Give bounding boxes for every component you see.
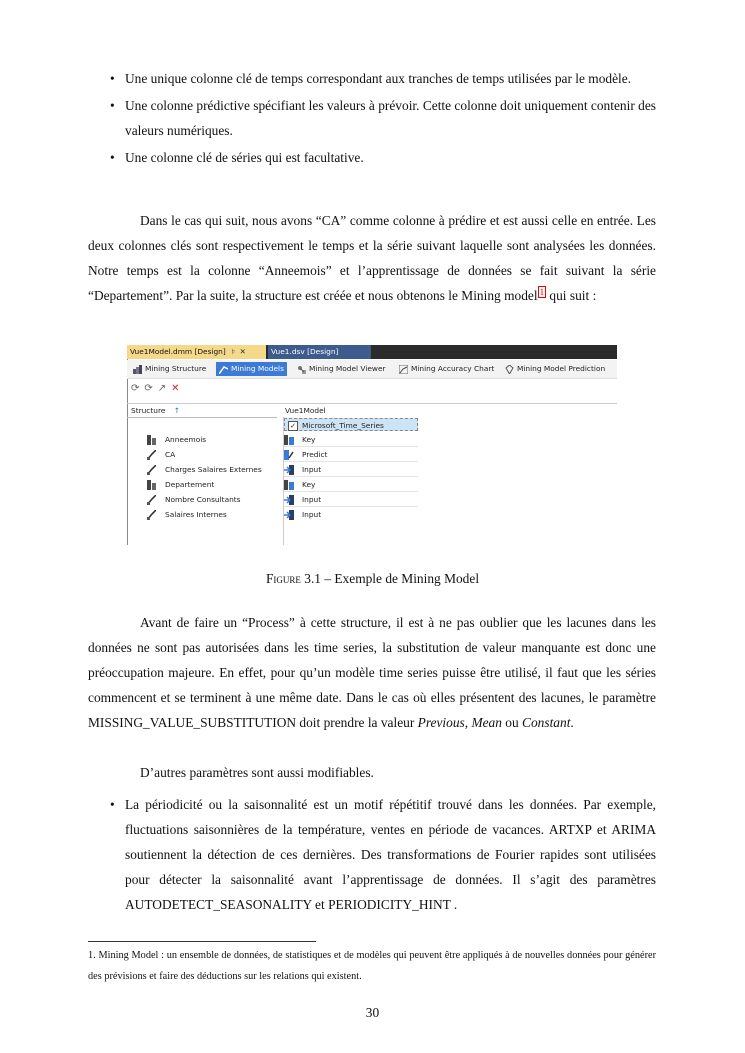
mining-structure-icon xyxy=(133,365,142,374)
prediction-gem-icon xyxy=(505,365,514,374)
structure-row[interactable]: Salaires Internes Input xyxy=(127,508,427,522)
accuracy-chart-icon xyxy=(399,365,408,374)
tab-vue1model-design[interactable]: Vue1Model.dmm [Design] ⊧ ✕ xyxy=(127,345,266,359)
close-icon[interactable]: ✕ xyxy=(239,347,246,356)
predict-usage-icon xyxy=(284,450,294,460)
figure-caption: Figure 3.1 – Exemple de Mining Model xyxy=(265,571,480,586)
model-column-header[interactable]: Vue1Model xyxy=(285,406,326,415)
structure-column-header[interactable]: Structure ↑ xyxy=(131,406,180,415)
predict-column-icon xyxy=(147,450,156,460)
structure-row[interactable]: Charges Salaires Externes Input xyxy=(127,463,427,477)
bullet-item-predict: • Une colonne prédictive spécifiant les valeurs à prévoir. Cette colonne doit uniquement contenir des valeurs numériques. xyxy=(110,93,656,143)
bullet-item-time-key: • Une unique colonne clé de temps correspondant aux tranches de temps utilisées par le modèle. xyxy=(110,66,656,91)
paragraph-missing-values: Avant de faire un “Process” à cette structure, il est à ne pas oublier que les lacunes dans les données ne sont pas autorisées dans les time series, la substitution de valeur manquante est donc une préoccupation majeure. En effet, pour qu’un modèle time series puisse être utilisé, il faut que les séries commencent et se terminent à une même date. Dans le cas où elles présentent des lacunes, le paramètre MISSING_VALUE_SUBSTITUTION doit prendre la valeur Previous, Mean ou Constant. xyxy=(88,615,656,730)
refresh-icon[interactable]: ⟳ xyxy=(131,383,140,394)
page-number: 30 xyxy=(365,1005,380,1020)
process-icon[interactable]: ⟳ xyxy=(144,383,153,394)
structure-row[interactable]: Departement Key xyxy=(127,478,427,492)
bullet-dot: • xyxy=(110,98,115,113)
key-column-icon xyxy=(147,480,156,490)
mining-structure-tab[interactable]: Mining Structure xyxy=(133,362,206,376)
model-checkbox[interactable]: ✓ xyxy=(288,421,298,431)
document-tab-bar xyxy=(127,345,617,359)
bullet-item-series-key: • Une colonne clé de séries qui est facultative. xyxy=(110,145,656,170)
input-column-icon xyxy=(147,465,156,475)
structure-row[interactable]: Nombre Consultants Input xyxy=(127,493,427,507)
model-action-icons xyxy=(131,383,185,395)
designer-toolbar xyxy=(127,360,617,379)
delete-icon[interactable]: ✕ xyxy=(171,383,180,394)
structure-row[interactable]: Anneemois Key xyxy=(127,433,427,447)
footnote-link[interactable]: 1 xyxy=(539,286,545,297)
input-column-icon xyxy=(147,510,156,520)
new-model-icon[interactable]: ↗ xyxy=(157,383,167,394)
key-usage-icon xyxy=(284,435,294,445)
structure-row[interactable]: CA Predict xyxy=(127,448,427,462)
bullet-dot: • xyxy=(110,150,115,165)
bullet-dot: • xyxy=(110,71,115,86)
footnote-rule xyxy=(88,941,316,942)
bullet-list-parameters xyxy=(110,792,656,917)
mining-models-icon xyxy=(219,365,228,374)
input-usage-icon xyxy=(284,465,294,475)
tab-vue1-dsv-design[interactable]: Vue1.dsv [Design] xyxy=(268,345,371,359)
mining-model-screenshot xyxy=(127,345,617,545)
mining-accuracy-chart-tab[interactable]: Mining Accuracy Chart xyxy=(399,362,494,376)
input-usage-icon xyxy=(284,510,294,520)
algorithm-cell[interactable]: ✓ Microsoft_Time_Series xyxy=(284,418,418,431)
bullet-dot: • xyxy=(110,797,115,812)
input-column-icon xyxy=(147,495,156,505)
paragraph-other-params: D’autres paramètres sont aussi modifiables. xyxy=(140,765,374,780)
input-usage-icon xyxy=(284,495,294,505)
key-usage-icon xyxy=(284,480,294,490)
mining-model-prediction-tab[interactable]: Mining Model Prediction xyxy=(505,362,605,376)
key-column-icon xyxy=(147,435,156,445)
pin-icon[interactable]: ⊧ xyxy=(231,347,236,356)
mining-models-tab[interactable]: Mining Models xyxy=(216,362,287,376)
footnote: 1. Mining Model : un ensemble de données, de statistiques et de modèles qui peuvent être appliqués à de nouvelles données pour générer des prévisions et faire des déductions sur les relations qui existent. xyxy=(88,950,656,982)
mining-model-viewer-icon xyxy=(297,365,306,374)
mining-model-viewer-tab[interactable]: Mining Model Viewer xyxy=(297,362,386,376)
bullet-list-columns xyxy=(110,66,656,172)
bullet-item-seasonality: • La périodicité ou la saisonnalité est un motif répétitif trouvé dans les données. Par exemple, fluctuations saisonnières de la température, ventes en période de vacances. ARTXP et ARIMA soutiennent la détection de ces dernières. Des transformations de Fourier rapides sont utilisées pour détecter la saisonnalité avant l’apprentissage de données. Il s’agit des paramètres AUTODETECT_SEASONALITY et PERIODICITY_HINT . xyxy=(110,792,656,917)
paragraph-intro: Dans le cas qui suit, nous avons “CA” comme colonne à prédire et est aussi celle en entrée. Les deux colonnes clés sont respectivement le temps et la série suivant laquelle sont analysées les données. Notre temps est la colonne “Anneemois” et l’apprentissage de données se fait suivant la série “Departement”. Par la suite, la structure est créée et nous obtenons le Mining model $^1$ qui suit : xyxy=(88,213,656,303)
sort-ascending-icon[interactable]: ↑ xyxy=(173,406,180,415)
